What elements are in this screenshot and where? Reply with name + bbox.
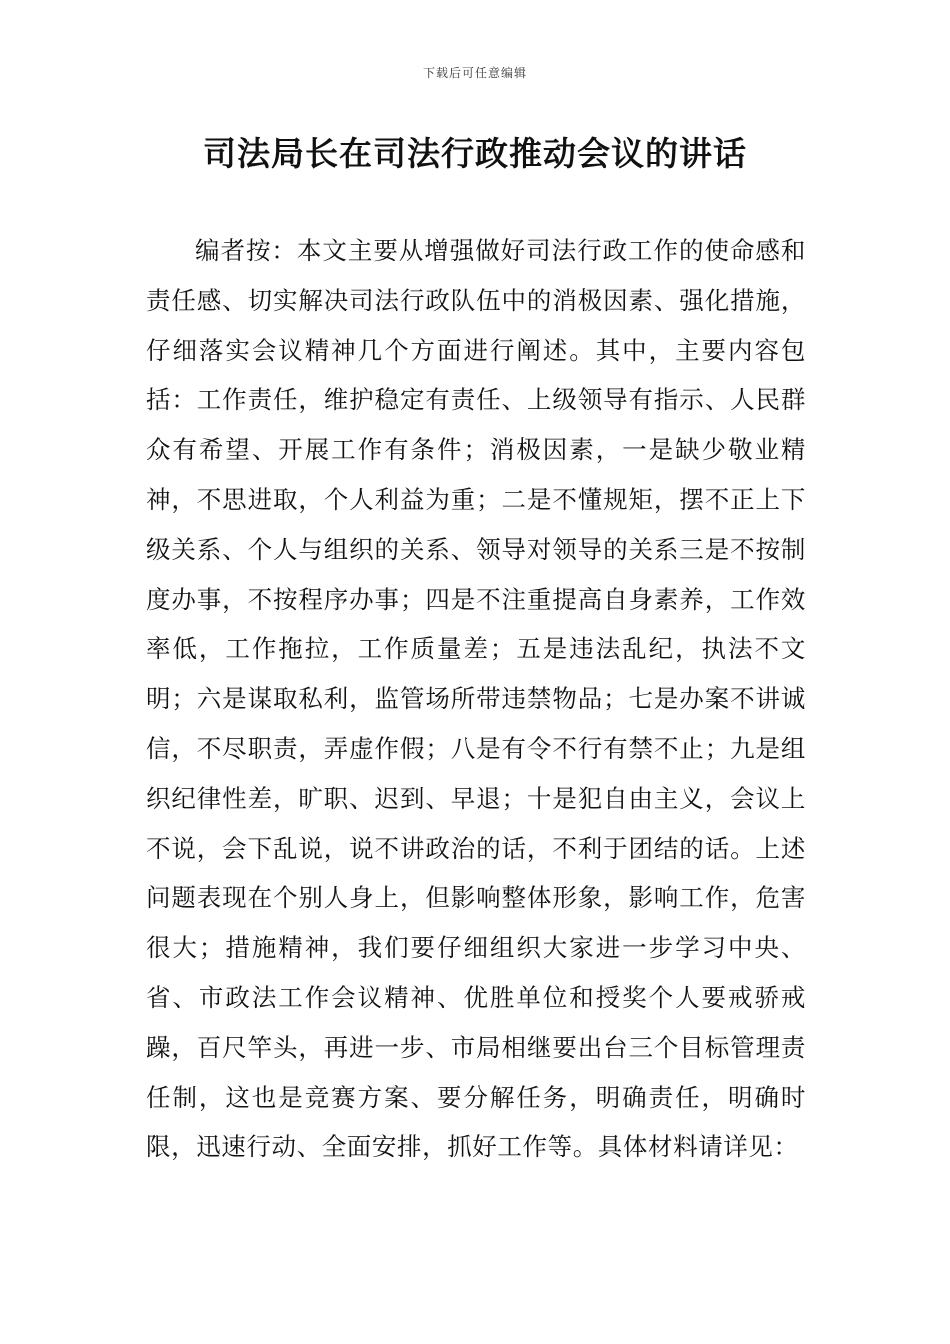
document-title: 司法局长在司法行政推动会议的讲话 bbox=[203, 134, 747, 173]
editor-note-paragraph: 编者按：本文主要从增强做好司法行政工作的使命感和责任感、切实解决司法行政队伍中的消极因素、强化措施，仔细落实会议精神几个方面进行阐述。其中，主要内容包括：工作责任，维护稳定有责任、上级领导有指示、人民群众有希望、开展工作有条件；消极因素，一是缺少敬业精神，不思进取，个人利益为重；二是不懂规矩，摆不正上下级关系、个人与组织的关系、领导对领导的关系三是不按制度办事，不按程序办事；四是不注重提高自身素养，工作效率低，工作拖拉，工作质量差；五是违法乱纪，执法不文明；六是谋取私利，监管场所带违禁物品；七是办案不讲诚信，不尽职责，弄虚作假；八是有令不行有禁不止；九是组织纪律性差，旷职、迟到、早退；十是犯自由主义，会议上不说，会下乱说，说不讲政治的话，不利于团结的话。上述问题表现在个别人身上，但影响整体形象，影响工作，危害很大；措施精神，我们要仔细组织大家进一步学习中央、省、市政法工作会议精神、优胜单位和授奖个人要戒骄戒躁，百尺竿头，再进一步、市局相继要出台三个目标管理责任制，这也是竞赛方案、要分解任务，明确责任，明确时限，迅速行动、全面安排，抓好工作等。具体材料请详见： bbox=[146, 236, 806, 1162]
header-note: 下载后可任意编辑 bbox=[422, 66, 527, 80]
